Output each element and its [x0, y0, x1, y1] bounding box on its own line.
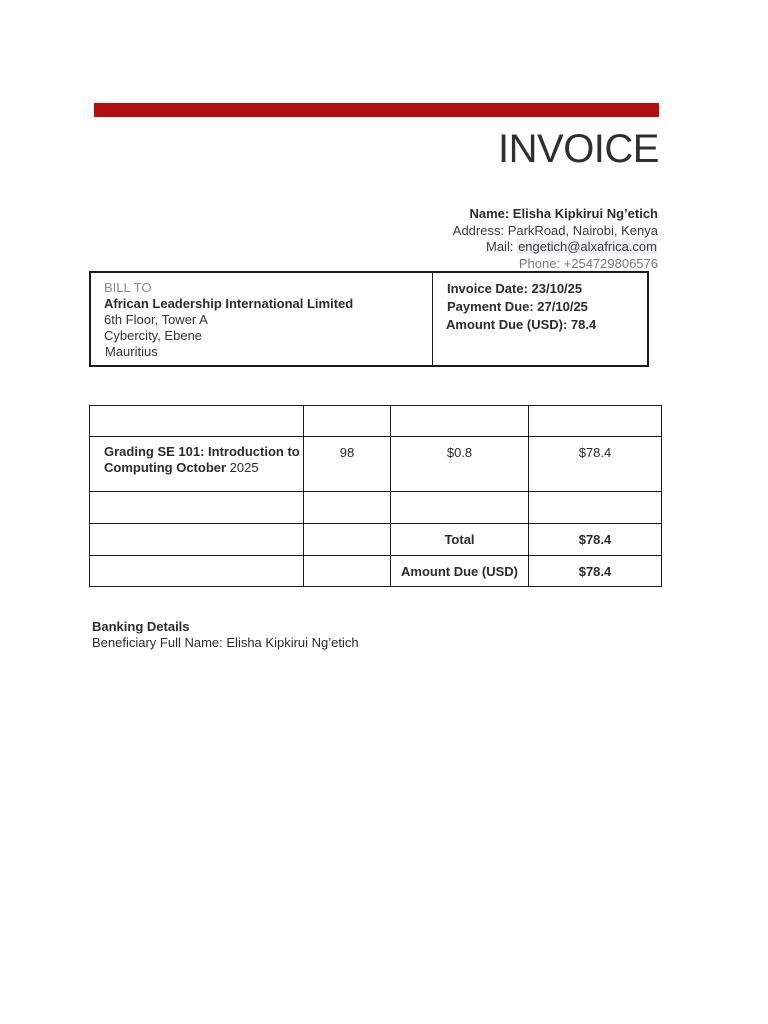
empty-cell — [304, 524, 391, 556]
amount-due-label: Amount Due (USD) — [391, 556, 529, 587]
bill-to-section — [104, 280, 353, 360]
invoice-date: Invoice Date: 23/10/25 — [447, 281, 583, 296]
beneficiary-name: Beneficiary Full Name: Elisha Kipkirui Ng’etich — [92, 635, 359, 650]
sender-mail-label: Mail: — [486, 239, 518, 254]
table-row — [90, 492, 662, 524]
header-cell — [391, 406, 529, 437]
empty-cell — [90, 492, 304, 524]
header-cell — [304, 406, 391, 437]
empty-cell — [529, 492, 662, 524]
page-title: INVOICE — [498, 127, 659, 171]
empty-cell — [391, 492, 529, 524]
bill-to-address-line: 6th Floor, Tower A — [104, 312, 208, 327]
item-description — [90, 437, 303, 476]
bill-to-company: African Leadership International Limited — [104, 296, 354, 311]
bill-to-label: BILL TO — [104, 280, 152, 295]
sender-details — [453, 206, 658, 272]
table-row — [90, 437, 662, 492]
amount-due-value: $78.4 — [529, 556, 662, 587]
bill-to-box — [89, 271, 649, 367]
sender-mail — [453, 239, 658, 256]
empty-cell — [90, 524, 304, 556]
amount-due-row — [90, 556, 662, 587]
item-description-title: Grading SE 101: Introduction to Computing October — [104, 444, 300, 475]
header-accent-bar — [94, 103, 659, 117]
empty-cell — [90, 556, 304, 587]
amount-due-summary: Amount Due (USD): 78.4 — [446, 317, 597, 332]
sender-address: Address: ParkRoad, Nairobi, Kenya — [452, 222, 658, 238]
header-cell — [90, 406, 304, 437]
sender-phone: Phone: +254729806576 — [518, 255, 658, 271]
bill-box-divider — [432, 273, 433, 365]
sender-name: Name: Elisha Kipkirui Ng’etich — [469, 206, 658, 221]
item-description-cell — [90, 437, 304, 492]
header-cell — [529, 406, 662, 437]
total-value: $78.4 — [529, 524, 662, 556]
item-quantity: 98 — [304, 437, 391, 492]
total-row — [90, 524, 662, 556]
item-amount: $78.4 — [529, 437, 662, 492]
bill-to-address-line: Mauritius — [105, 344, 158, 359]
empty-cell — [304, 492, 391, 524]
banking-heading: Banking Details — [92, 619, 190, 634]
total-label: Total — [391, 524, 529, 556]
sender-email-link[interactable]: engetich@alxafrica.com — [518, 239, 657, 254]
item-description-year: 2025 — [226, 460, 259, 475]
bill-to-address-line: Cybercity, Ebene — [104, 328, 203, 343]
invoice-meta — [447, 280, 596, 334]
item-rate: $0.8 — [391, 437, 529, 492]
table-header-row — [90, 406, 662, 437]
banking-details — [92, 619, 359, 651]
payment-due: Payment Due: 27/10/25 — [447, 299, 588, 314]
empty-cell — [304, 556, 391, 587]
line-items-table — [89, 405, 662, 587]
